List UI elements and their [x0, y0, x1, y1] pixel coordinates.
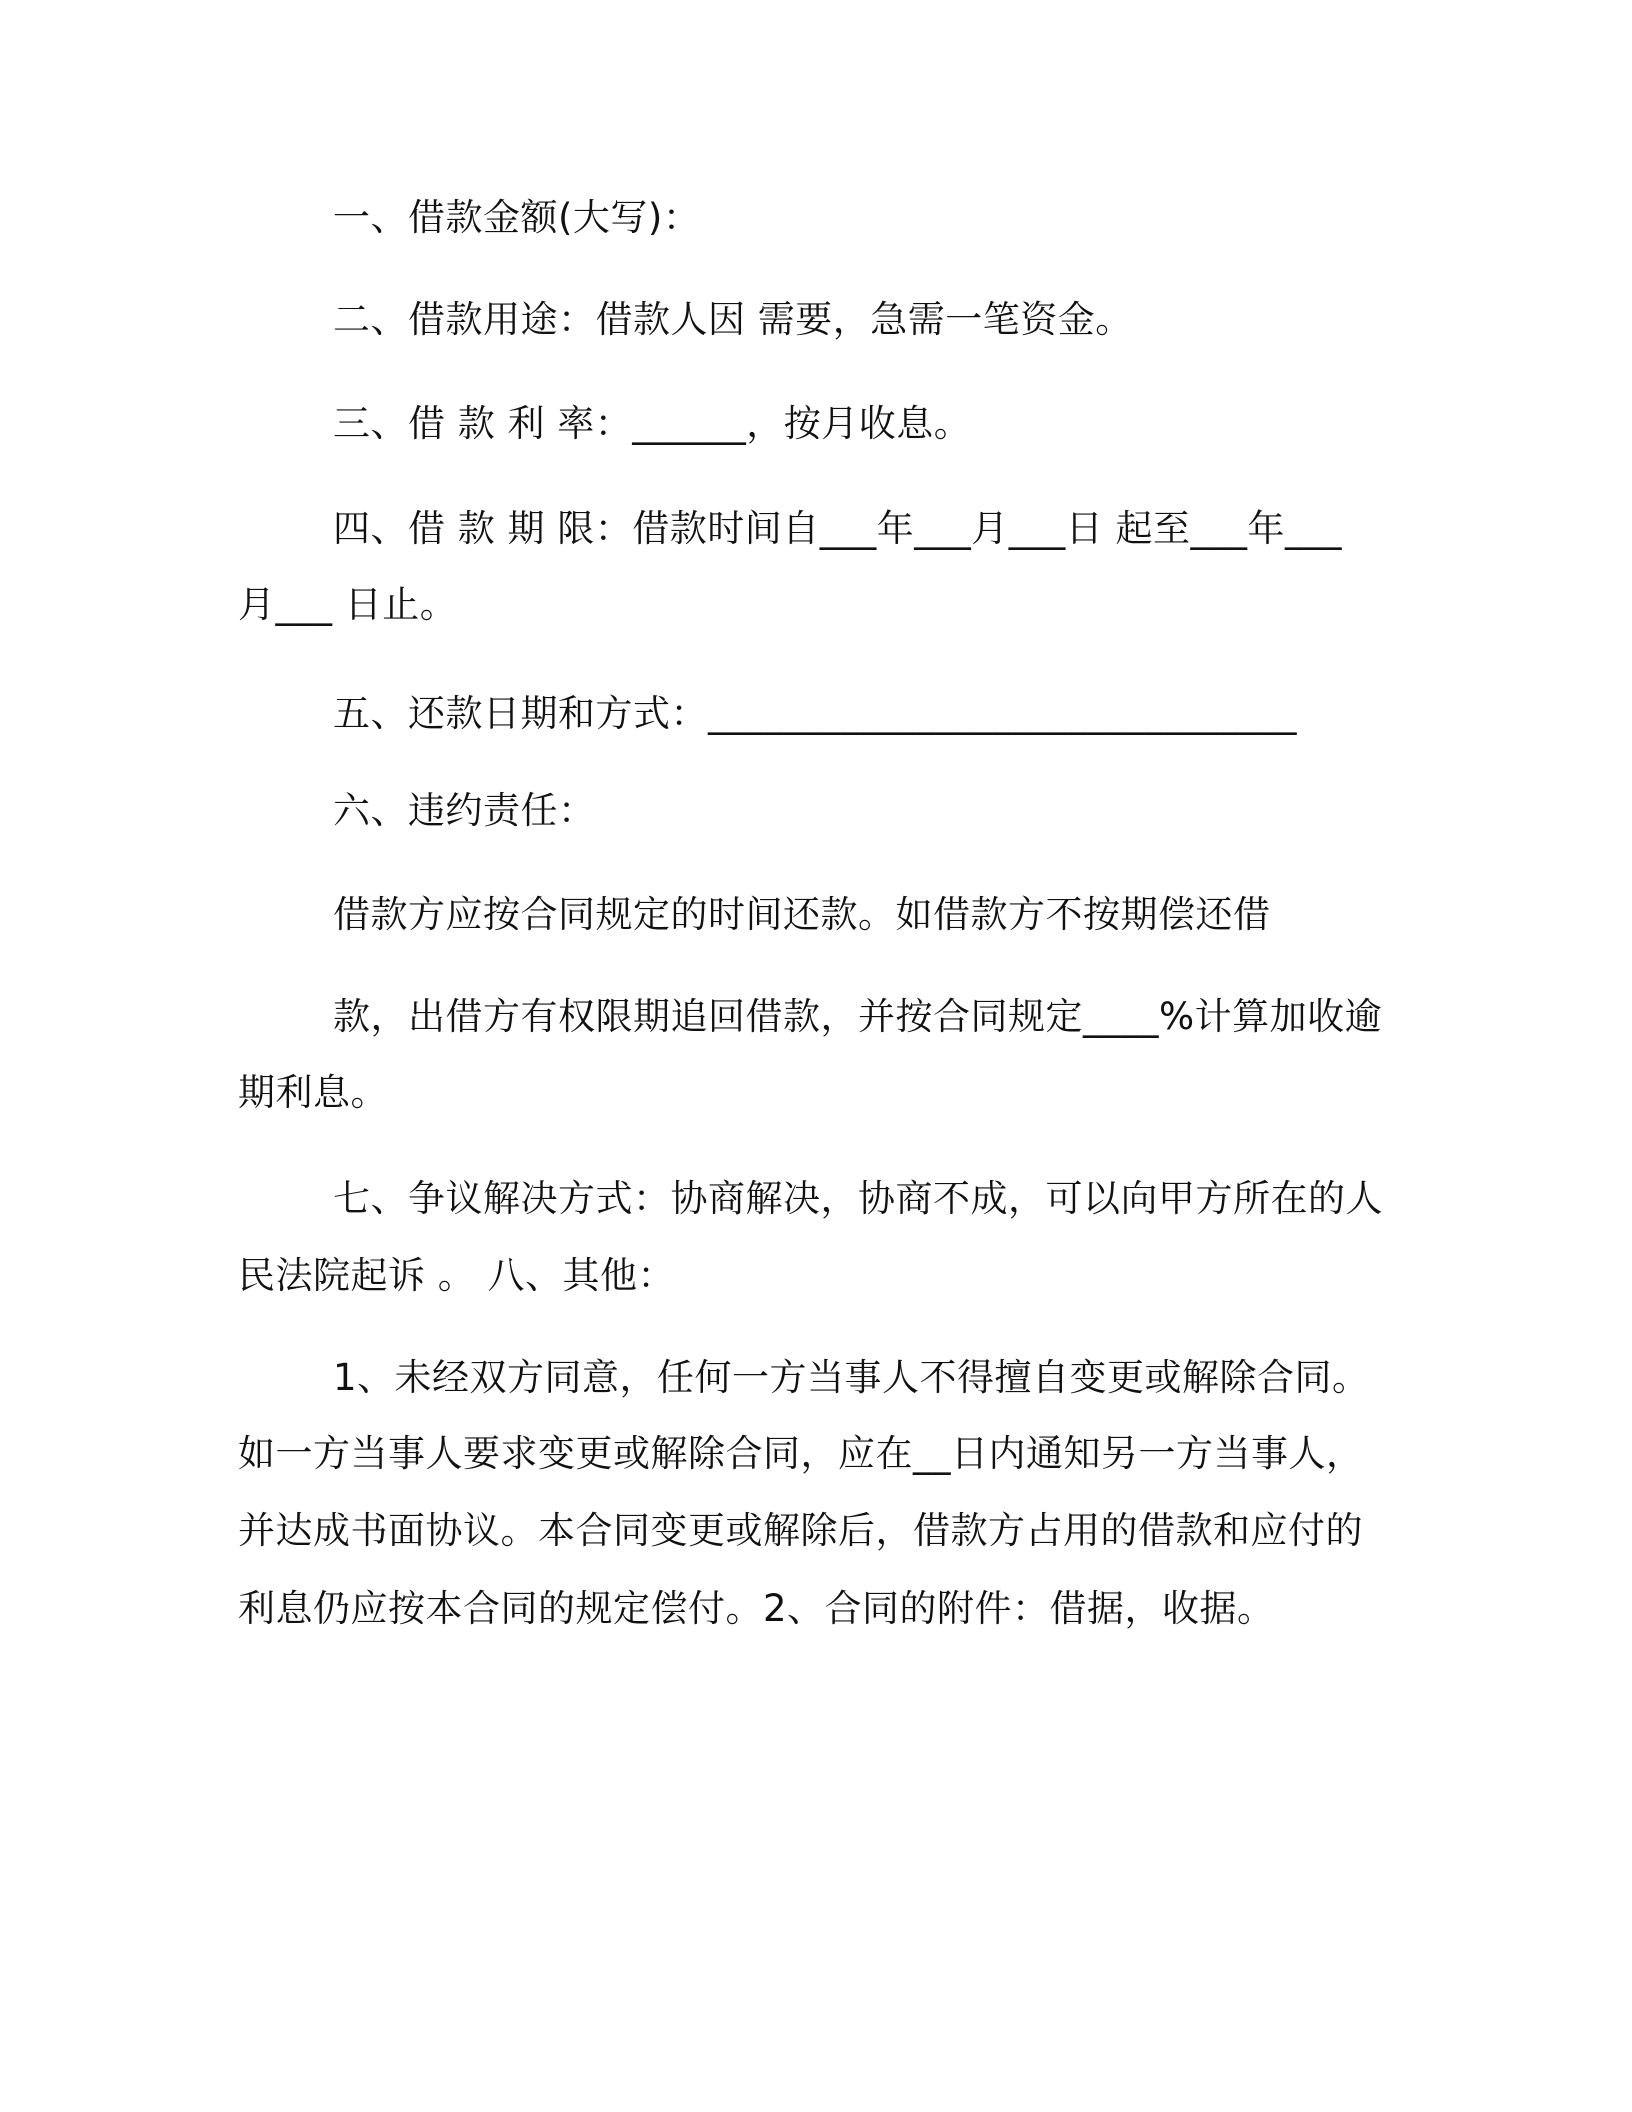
- other-item-1-line-2: 如一方当事人要求变更或解除合同，应在__日内通知另一方当事人，: [238, 1432, 1364, 1475]
- clause-2-purpose: 二、借款用途：借款人因 需要，急需一笔资金。: [333, 298, 1133, 341]
- clause-6-liability-heading: 六、违约责任：: [333, 789, 596, 832]
- clause-4-term-line-2: 月___ 日止。: [238, 583, 458, 626]
- clause-6-paragraph-2-line-1: 款，出借方有权限期追回借款，并按合同规定____%计算加收逾: [333, 995, 1383, 1038]
- clause-4-term-line-1: 四、借 款 期 限：借款时间自___年___月___日 起至___年___: [333, 507, 1343, 550]
- other-item-1-line-3: 并达成书面协议。本合同变更或解除后，借款方占用的借款和应付的: [238, 1509, 1363, 1552]
- clause-1-amount: 一、借款金额(大写)：: [333, 196, 701, 239]
- clause-3-interest-rate: 三、借 款 利 率：______，按月收息。: [333, 402, 972, 445]
- clause-6-paragraph-2-line-2: 期利息。: [238, 1071, 388, 1114]
- clause-5-repayment: 五、还款日期和方式：_______________________________: [333, 692, 1297, 735]
- clause-6-paragraph-1: 借款方应按合同规定的时间还款。如借款方不按期偿还借: [333, 893, 1271, 936]
- clause-7-dispute-line-2: 民法院起诉 。 八、其他：: [238, 1254, 676, 1297]
- other-item-1-line-4: 利息仍应按本合同的规定偿付。2、合同的附件：借据，收据。: [238, 1587, 1275, 1630]
- clause-7-dispute-line-1: 七、争议解决方式：协商解决，协商不成，可以向甲方所在的人: [333, 1177, 1383, 1220]
- other-item-1-line-1: 1、未经双方同意，任何一方当事人不得擅自变更或解除合同。: [333, 1356, 1370, 1399]
